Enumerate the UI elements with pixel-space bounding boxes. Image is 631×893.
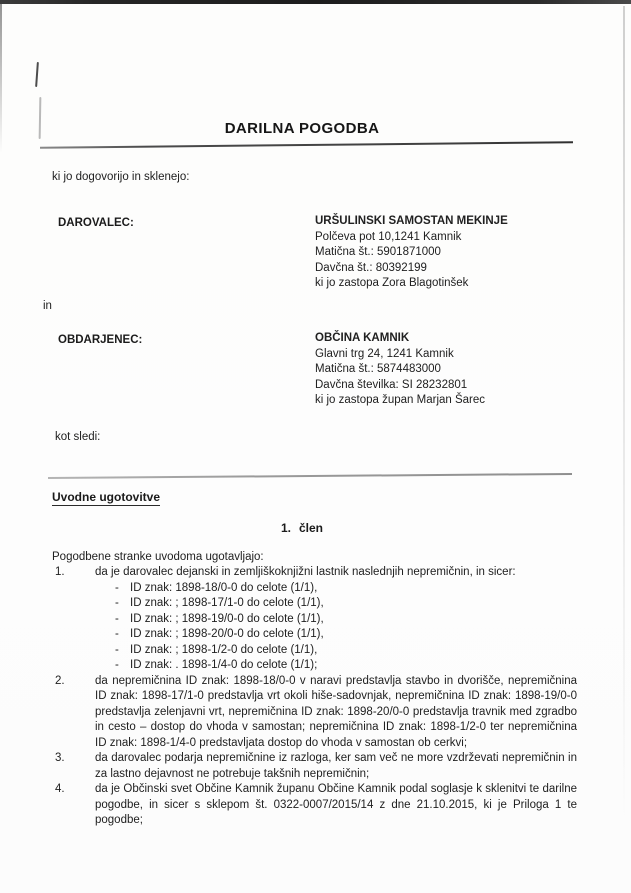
clauses-list bbox=[55, 565, 577, 829]
party-details-darovalec bbox=[315, 214, 508, 292]
sub-list-text: ID znak: ; 1898-19/0-0 do celote (1/1), bbox=[130, 612, 324, 625]
party-role-obdarjenec: OBDARJENEC: bbox=[58, 334, 143, 346]
sub-list-text: ID znak: ; 1898-17/1-0 do celote (1/1), bbox=[130, 597, 324, 609]
sub-list-item bbox=[55, 643, 577, 659]
list-item-number: 4. bbox=[55, 783, 65, 795]
list-item-number: 3. bbox=[55, 752, 65, 764]
sub-list-item bbox=[55, 612, 577, 628]
party-detail-line: Polčeva pot 10,1241 Kamnik bbox=[315, 230, 462, 243]
section-heading: Uvodne ugotovitve bbox=[52, 490, 161, 504]
list-item-number: 2. bbox=[55, 674, 65, 687]
sub-list-dash: - bbox=[115, 659, 119, 671]
article-label: člen bbox=[299, 521, 324, 535]
sub-list-item bbox=[55, 658, 577, 674]
party-detail-line: Matična št.: 5874483000 bbox=[315, 363, 441, 375]
list-item-number: 1. bbox=[55, 566, 65, 578]
title-underline-rule bbox=[40, 141, 573, 149]
article-number: 1. bbox=[280, 521, 291, 535]
list-item-text: da darovalec podarja nepremičnine iz razloga, ker sam več ne more vzdrževati nepremičnin in za lastno dejavnost ne potrebuje takšnih nepremičnin; bbox=[95, 752, 577, 780]
sub-list-text: ID znak: ; 1898-20/0-0 do celote (1/1), bbox=[130, 628, 324, 640]
pen-mark bbox=[35, 62, 39, 87]
party-detail-line: Matična št.: 5901871000 bbox=[315, 246, 441, 258]
sub-list-dash: - bbox=[115, 597, 119, 609]
sub-list-item bbox=[55, 581, 577, 597]
sub-list-dash: - bbox=[115, 581, 119, 594]
party-role-darovalec: DAROVALEC: bbox=[58, 217, 134, 229]
intro-text: ki jo dogovorijo in sklenejo: bbox=[52, 171, 190, 183]
closing-intro-text: kot sledi: bbox=[55, 431, 101, 443]
sub-list-item bbox=[55, 596, 577, 612]
sub-list-dash: - bbox=[115, 612, 119, 625]
conjunction-text: in bbox=[43, 300, 52, 312]
party-detail-line: ki jo zastopa župan Marjan Šarec bbox=[315, 394, 486, 406]
list-item bbox=[55, 565, 577, 581]
sub-list-text: ID znak: . 1898-1/4-0 do celote (1/1); bbox=[130, 659, 318, 671]
party-detail-line: Glavni trg 24, 1241 Kamnik bbox=[315, 347, 454, 360]
sub-list-dash: - bbox=[115, 643, 119, 656]
section-divider-rule bbox=[48, 473, 572, 479]
document-title: DARILNA POGODBA bbox=[224, 120, 380, 137]
list-item-text: da je darovalec dejanski in zemljiškoknjižni lastnik naslednjih nepremičnin, in sicer: bbox=[95, 566, 516, 578]
preamble-text: Pogodbene stranke uvodoma ugotavljajo: bbox=[52, 551, 264, 563]
scan-edge-right bbox=[623, 6, 625, 826]
article-heading bbox=[0, 521, 604, 535]
sub-list-dash: - bbox=[115, 628, 119, 640]
list-item bbox=[55, 751, 577, 782]
list-item-text: da nepremičnina ID znak: 1898-18/0-0 v naravi predstavlja stavbo in dvorišče, nepremičnina ID znak: 1898-17/1-0 predstavlja vrt okoli hiše-sadovnjak, nepremičnina ID znak: 1898-19/0-0 predstavlja zelenjavni vrt, nepremičnina ID znak: 1898-20/0-0 predstavlja travnik med zgradbo in cesto – dostop do vhoda v samostan; nepremičnina ID znak: 1898-1/2-0 ter nepremičnina ID znak: 1898-1/4-0 predstavljata dostop do vhoda v samostan ob cerkvi; bbox=[95, 674, 577, 749]
party-details-obdarjenec bbox=[315, 331, 485, 409]
party-name: OBČINA KAMNIK bbox=[315, 332, 410, 344]
list-item bbox=[55, 674, 577, 752]
party-detail-line: Davčna št.: 80392199 bbox=[315, 261, 427, 274]
party-detail-line: Davčna številka: SI 28232801 bbox=[315, 378, 468, 391]
party-name: URŠULINSKI SAMOSTAN MEKINJE bbox=[315, 215, 508, 227]
scan-border-top bbox=[0, 0, 631, 4]
sub-list-text: ID znak: ; 1898-1/2-0 do celote (1/1), bbox=[130, 643, 318, 656]
list-item-text: da je Občinski svet Občine Kamnik županu Občine Kamnik podal soglasje k sklenitvi te darilne pogodbe, in sicer s sklepom št. 0322-0007/2015/14 z dne 21.10.2015, ki je Priloga 1 te pogodbe; bbox=[95, 783, 577, 826]
list-item bbox=[55, 782, 577, 829]
sub-list-text: ID znak: 1898-18/0-0 do celote (1/1), bbox=[130, 581, 318, 594]
party-detail-line: ki jo zastopa Zora Blagotinšek bbox=[315, 277, 469, 289]
sub-list-item bbox=[55, 627, 577, 643]
